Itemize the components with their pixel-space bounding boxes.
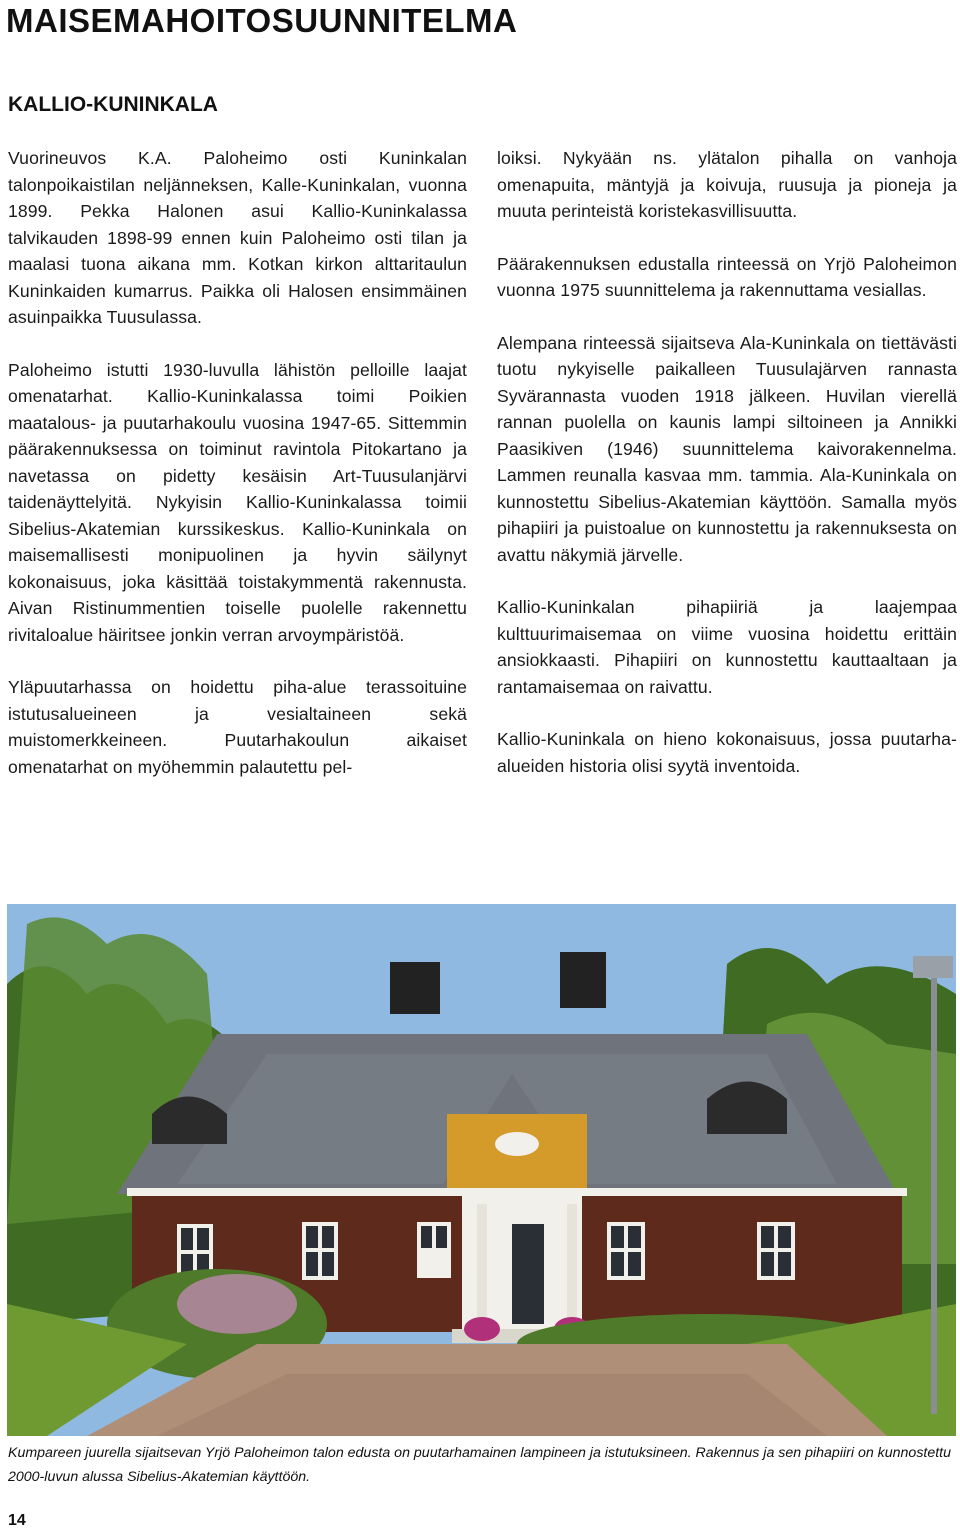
left-text-column — [8, 145, 467, 780]
photo-caption: Kumpareen juurella sijaitsevan Yrjö Paloheimon talon edusta on puutarhamainen lampineen ja istutuksineen. Rakennus ja sen pihapiiri on kunnostettu 2000-luvun alussa Sibelius-Akatemian käyttöön. — [8, 1445, 952, 1485]
chimney-right — [560, 952, 606, 1008]
paragraph: Päärakennuksen edustalla rinteessä on Yrjö Paloheimon vuonna 1975 suunnittelema ja rakennuttama vesiallas. — [497, 253, 957, 300]
paragraph: Yläpuutarhassa on hoidettu piha-alue terassoituine istutusalueineen ja vesialtaineen sekä muistomerkkeineen. Puutarhakoulun aikaiset omenatarhat on myöhemmin palautettu pel- — [8, 677, 467, 777]
house-photo-illustration — [7, 904, 956, 1436]
paragraph: loiksi. Nykyään ns. ylätalon pihalla on vanhoja omenapuita, mäntyjä ja koivuja, ruusuja ja pioneja ja muuta perinteistä koristekasvillisuutta. — [497, 148, 957, 221]
gable-window — [495, 1132, 539, 1156]
paragraph: Kallio-Kuninkalan pihapiiriä ja laajempaa kulttuurimaisemaa on viime vuosina hoidettu erittäin ansiokkaasti. Pihapiiri on kunnostettu kauttaaltaan ja rantamaisemaa on raivattu. — [497, 597, 957, 697]
street-lamp-pole — [931, 974, 937, 1414]
house-photo — [7, 904, 956, 1436]
right-text-column — [497, 145, 957, 779]
paragraph: Kallio-Kuninkala on hieno kokonaisuus, jossa puutarha-alueiden historia olisi syytä inventoida. — [497, 729, 957, 776]
page-title: MAISEMAHOITOSUUNNITELMA — [6, 2, 518, 39]
front-door — [512, 1224, 544, 1324]
paragraph: Paloheimo istutti 1930-luvulla lähistön pelloille laajat omenatarhat. Kallio-Kuninkalassa toimi Poikien maatalous- ja puutarhakoulu vuosina 1947-65. Sittemmin päärakennuksessa on toiminut ravintola Pitokartano ja navetassa on pidetty kesäisin Art-Tuusulanjärvi taidenäyttelyitä. Nykyisin Kallio-Kuninkalassa toimii Sibelius-Akatemian kurssikeskus. Kallio-Kuninkala on maisemallisesti monipuolinen ja hyvin säilynyt kokonaisuus, joka käsittää toistakymmentä rakennusta. Aivan Ristinummentien toiselle puolelle rakennettu rivitaloalue häiritsee jonkin verran arvoympäristöä. — [8, 359, 467, 645]
street-lamp-head — [913, 956, 953, 978]
chimney-left — [390, 962, 440, 1014]
paragraph: Alempana rinteessä sijaitseva Ala-Kuninkala on tiettävästi tuotu nykyiselle paikalleen Tuusulajärven rannasta Syvärannasta vuoden 1918 jälkeen. Huvilan vierellä rannan puolella on kaunis lampi siltoineen ja Annikki Paasikiven (1946) suunnittelema kaivorakennelma. Lammen reunalla kasvaa mm. tammia. Ala-Kuninkala on kunnostettu Sibelius-Akatemian käyttöön. Samalla myös pihapiiri ja puistoalue on kunnostettu ja rakennuksesta on avattu näkymiä järvelle. — [497, 332, 957, 565]
section-heading: KALLIO-KUNINKALA — [8, 93, 218, 116]
flower-pot-left — [464, 1317, 500, 1341]
paragraph: Vuorineuvos K.A. Paloheimo osti Kuninkalan talonpoikaistilan neljänneksen, Kalle-Kuninkalan, vuonna 1899. Pekka Halonen asui Kallio-Kuninkalassa talvikauden 1898-99 ennen kuin Paloheimo osti tilan ja maalasi tuona aikana mm. Kotkan kirkon alttaritaulun Kuninkaiden kumarrus. Paikka oli Halosen ensimmäinen asuinpaikka Tuusulassa. — [8, 148, 467, 327]
page-number: 14 — [8, 1512, 26, 1529]
rhododendron-flowers — [177, 1274, 297, 1334]
